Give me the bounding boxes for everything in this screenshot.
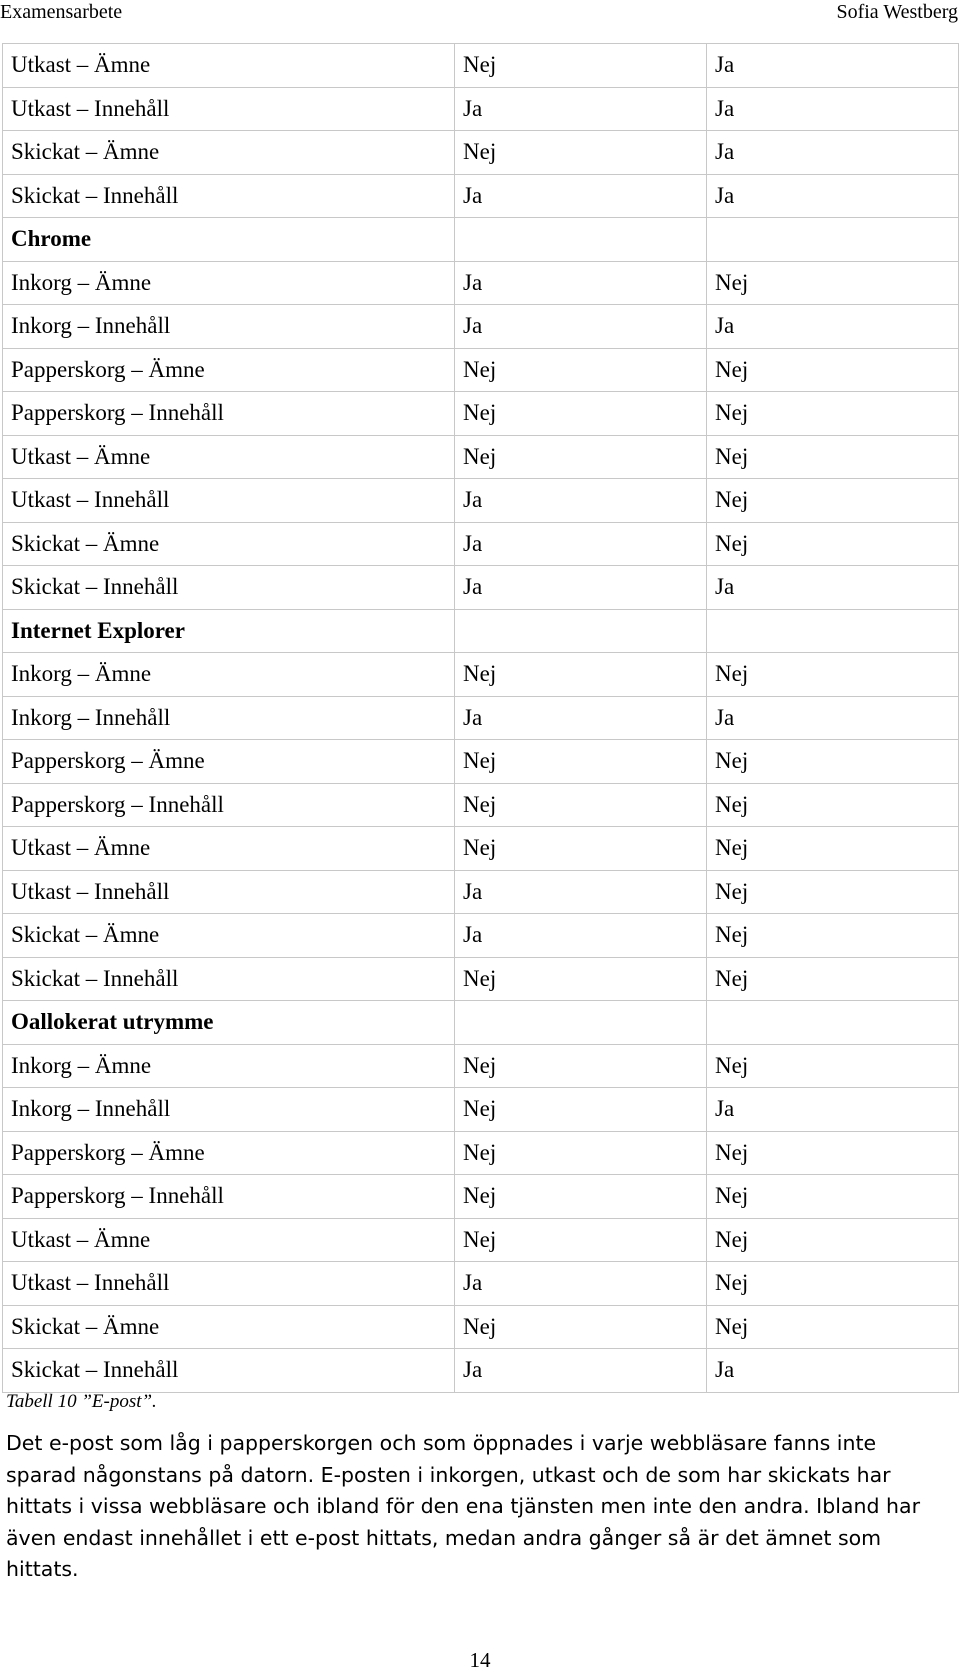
row-label-cell: Inkorg – Ämne: [3, 261, 455, 305]
row-value-cell-1: Ja: [455, 566, 707, 610]
row-value-cell-1: Nej: [455, 131, 707, 175]
table-row: [3, 1262, 959, 1306]
row-value-cell-2: Nej: [707, 870, 959, 914]
row-value-cell-2: Nej: [707, 1262, 959, 1306]
row-value-cell-2: Nej: [707, 435, 959, 479]
row-label-cell: Utkast – Ämne: [3, 1218, 455, 1262]
table-row: [3, 957, 959, 1001]
row-value-cell-1: Ja: [455, 522, 707, 566]
email-results-table: [2, 43, 959, 1393]
table-row: [3, 1305, 959, 1349]
row-value-cell-2: Nej: [707, 1305, 959, 1349]
row-value-cell-2: Nej: [707, 1131, 959, 1175]
row-value-cell-1: Ja: [455, 870, 707, 914]
row-value-cell-1: [455, 609, 707, 653]
table-row: [3, 1088, 959, 1132]
table-row: [3, 1131, 959, 1175]
table-body: [3, 44, 959, 1393]
row-label-cell: Internet Explorer: [3, 609, 455, 653]
body-paragraph: Det e-post som låg i papperskorgen och som öppnades i varje webbläsare fanns inte sparad någonstans på datorn. E-posten i inkorgen, utkast och de som har skickats har hittats i vissa webbläsare och ibland för den ena tjänsten men inte den andra. Ibland har även endast innehållet i ett e-post hittats, medan andra gånger så är det ämnet som hittats.: [6, 1431, 921, 1581]
row-value-cell-2: Ja: [707, 1088, 959, 1132]
row-value-cell-1: Ja: [455, 1262, 707, 1306]
row-label-cell: Utkast – Ämne: [3, 827, 455, 871]
row-label-cell: Inkorg – Innehåll: [3, 305, 455, 349]
row-value-cell-1: Nej: [455, 392, 707, 436]
row-label-cell: Utkast – Innehåll: [3, 479, 455, 523]
page-number: 14: [469, 1648, 491, 1672]
page-header: [0, 0, 960, 40]
row-label-cell: Skickat – Ämne: [3, 1305, 455, 1349]
row-label-cell: Papperskorg – Ämne: [3, 348, 455, 392]
row-value-cell-2: Ja: [707, 305, 959, 349]
table-row: [3, 348, 959, 392]
row-value-cell-2: Ja: [707, 44, 959, 88]
row-label-cell: Skickat – Ämne: [3, 914, 455, 958]
row-label-cell: Skickat – Ämne: [3, 131, 455, 175]
table-row: [3, 131, 959, 175]
table-row: [3, 522, 959, 566]
row-value-cell-2: Ja: [707, 131, 959, 175]
row-value-cell-1: Ja: [455, 261, 707, 305]
row-value-cell-1: Nej: [455, 1044, 707, 1088]
row-label-cell: Utkast – Ämne: [3, 435, 455, 479]
row-value-cell-2: Nej: [707, 957, 959, 1001]
row-value-cell-1: Nej: [455, 348, 707, 392]
table-row: [3, 479, 959, 523]
row-label-cell: Inkorg – Ämne: [3, 1044, 455, 1088]
row-value-cell-2: Nej: [707, 740, 959, 784]
row-label-cell: Papperskorg – Innehåll: [3, 392, 455, 436]
table-row: [3, 653, 959, 697]
header-author: Sofia Westberg: [836, 1, 958, 23]
row-value-cell-1: Ja: [455, 696, 707, 740]
row-value-cell-1: Ja: [455, 1349, 707, 1393]
row-value-cell-2: Nej: [707, 653, 959, 697]
row-value-cell-1: [455, 1001, 707, 1045]
row-value-cell-1: Nej: [455, 827, 707, 871]
row-value-cell-1: [455, 218, 707, 262]
row-label-cell: Utkast – Innehåll: [3, 870, 455, 914]
row-label-cell: Skickat – Innehåll: [3, 566, 455, 610]
row-value-cell-1: Ja: [455, 305, 707, 349]
row-label-cell: Papperskorg – Innehåll: [3, 1175, 455, 1219]
row-value-cell-1: Nej: [455, 1218, 707, 1262]
table-row: [3, 87, 959, 131]
table-row: [3, 783, 959, 827]
table-row: [3, 392, 959, 436]
table-row: [3, 305, 959, 349]
row-value-cell-1: Nej: [455, 1131, 707, 1175]
row-value-cell-1: Nej: [455, 44, 707, 88]
table-row: [3, 1349, 959, 1393]
row-value-cell-2: Nej: [707, 827, 959, 871]
row-value-cell-2: Ja: [707, 174, 959, 218]
row-label-cell: Chrome: [3, 218, 455, 262]
table-row: [3, 44, 959, 88]
row-value-cell-2: Nej: [707, 783, 959, 827]
header-document-type: Examensarbete: [0, 1, 123, 23]
row-value-cell-2: Ja: [707, 1349, 959, 1393]
row-value-cell-1: Nej: [455, 435, 707, 479]
table-row: [3, 870, 959, 914]
table-section-row: [3, 1001, 959, 1045]
row-value-cell-1: Nej: [455, 1175, 707, 1219]
row-label-cell: Inkorg – Innehåll: [3, 1088, 455, 1132]
row-value-cell-2: Nej: [707, 914, 959, 958]
row-value-cell-2: Nej: [707, 1044, 959, 1088]
table-row: [3, 1218, 959, 1262]
table-row: [3, 261, 959, 305]
row-value-cell-1: Nej: [455, 1305, 707, 1349]
table-row: [3, 566, 959, 610]
row-label-cell: Papperskorg – Ämne: [3, 1131, 455, 1175]
row-value-cell-2: Ja: [707, 566, 959, 610]
row-value-cell-1: Ja: [455, 479, 707, 523]
row-value-cell-2: Ja: [707, 87, 959, 131]
row-value-cell-2: [707, 1001, 959, 1045]
table-row: [3, 1044, 959, 1088]
row-value-cell-2: Nej: [707, 1175, 959, 1219]
row-label-cell: Inkorg – Ämne: [3, 653, 455, 697]
row-label-cell: Utkast – Innehåll: [3, 87, 455, 131]
table-row: [3, 740, 959, 784]
row-value-cell-2: Nej: [707, 348, 959, 392]
table-section-row: [3, 218, 959, 262]
row-value-cell-1: Ja: [455, 914, 707, 958]
table-row: [3, 174, 959, 218]
row-value-cell-2: [707, 609, 959, 653]
row-value-cell-1: Ja: [455, 174, 707, 218]
row-label-cell: Skickat – Innehåll: [3, 957, 455, 1001]
row-value-cell-1: Nej: [455, 653, 707, 697]
row-label-cell: Oallokerat utrymme: [3, 1001, 455, 1045]
row-label-cell: Utkast – Ämne: [3, 44, 455, 88]
row-value-cell-2: Nej: [707, 1218, 959, 1262]
row-value-cell-2: Nej: [707, 522, 959, 566]
row-value-cell-2: Nej: [707, 261, 959, 305]
row-value-cell-1: Nej: [455, 783, 707, 827]
row-value-cell-2: Ja: [707, 696, 959, 740]
table-section-row: [3, 609, 959, 653]
row-value-cell-1: Nej: [455, 740, 707, 784]
row-value-cell-1: Ja: [455, 87, 707, 131]
row-label-cell: Papperskorg – Innehåll: [3, 783, 455, 827]
row-value-cell-1: Nej: [455, 1088, 707, 1132]
table-row: [3, 914, 959, 958]
row-value-cell-2: Nej: [707, 479, 959, 523]
table-row: [3, 1175, 959, 1219]
table-row: [3, 696, 959, 740]
row-label-cell: Skickat – Ämne: [3, 522, 455, 566]
table-caption: Tabell 10 ”E-post”.: [6, 1391, 157, 1412]
row-label-cell: Inkorg – Innehåll: [3, 696, 455, 740]
row-value-cell-1: Nej: [455, 957, 707, 1001]
row-value-cell-2: [707, 218, 959, 262]
table-row: [3, 827, 959, 871]
row-label-cell: Papperskorg – Ämne: [3, 740, 455, 784]
row-value-cell-2: Nej: [707, 392, 959, 436]
row-label-cell: Skickat – Innehåll: [3, 174, 455, 218]
row-label-cell: Skickat – Innehåll: [3, 1349, 455, 1393]
row-label-cell: Utkast – Innehåll: [3, 1262, 455, 1306]
table-row: [3, 435, 959, 479]
